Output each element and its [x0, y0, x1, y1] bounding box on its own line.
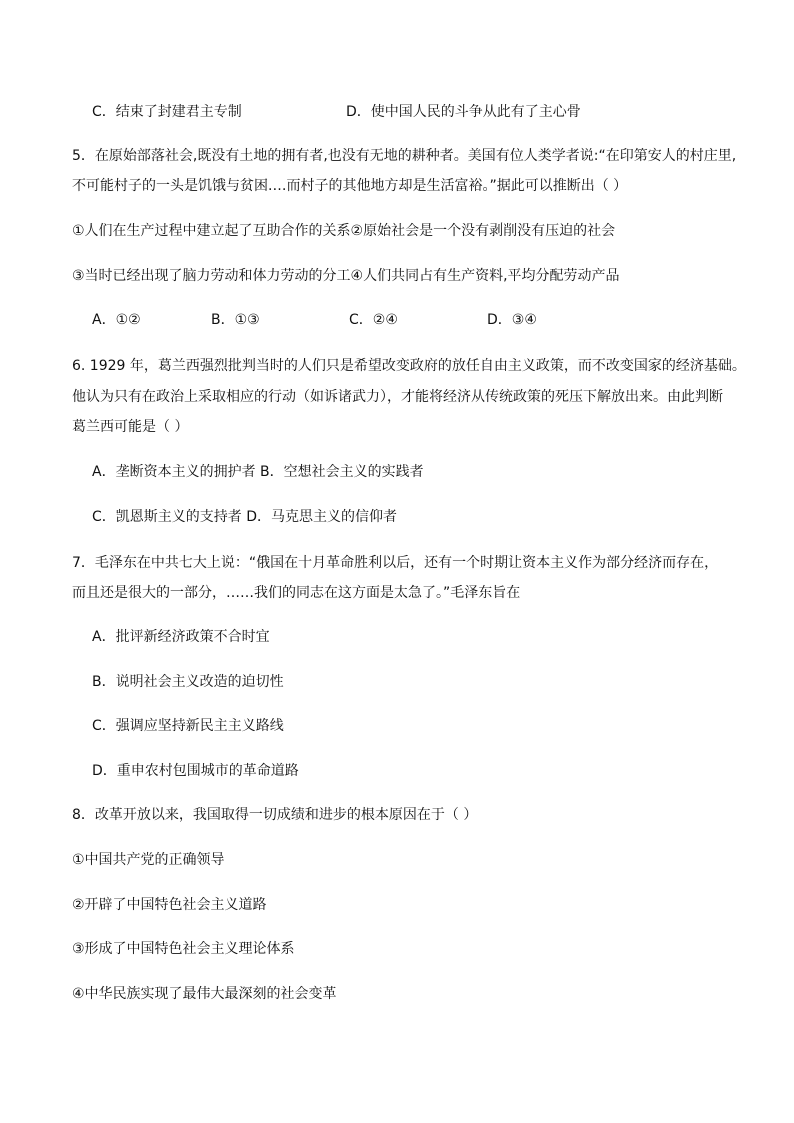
q7-option-b[interactable]: B．说明社会主义改造的迫切性 — [92, 674, 284, 690]
q8-statement-1: ①中国共产党的正确领导 — [72, 852, 225, 868]
q6-options-cd[interactable]: C．凯恩斯主义的支持者 D．马克思主义的信仰者 — [92, 509, 398, 525]
q6-stem-line-3: 葛兰西可能是（ ） — [72, 419, 189, 435]
q7-option-a[interactable]: A．批评新经济政策不合时宜 — [92, 629, 270, 645]
q4-option-d[interactable]: D．使中国人民的斗争从此有了主心骨 — [346, 104, 581, 120]
q5-statement-line-1: ①人们在生产过程中建立起了互助合作的关系②原始社会是一个没有剥削没有压迫的社会 — [72, 223, 616, 239]
q6-stem-line-1: 6. 1929 年，葛兰西强烈批判当时的人们只是希望改变政府的放任自由主义政策，而不改变国家的经济基础。 — [72, 358, 746, 374]
q5-option-a[interactable]: A．①② — [92, 312, 141, 328]
q5-option-b[interactable]: B．①③ — [211, 312, 260, 328]
q6-stem-line-2: 他认为只有在政治上采取相应的行动（如诉诸武力），才能将经济从传统政策的死压下解放出来。由此判断 — [72, 389, 723, 405]
q7-stem-line-2: 而且还是很大的一部分，……我们的同志在这方面是太急了。”毛泽东旨在 — [72, 585, 521, 601]
q8-stem: 8．改革开放以来，我国取得一切成绩和进步的根本原因在于（ ） — [72, 807, 478, 823]
q5-stem-line-2: 不可能村子的一头是饥饿与贫困.…而村子的其他地方却是生活富裕。”据此可以推断出（ ） — [72, 178, 628, 194]
q6-options-ab[interactable]: A．垄断资本主义的拥护者 B．空想社会主义的实践者 — [92, 464, 424, 480]
q5-option-c[interactable]: C．②④ — [349, 312, 398, 328]
q7-option-c[interactable]: C．强调应坚持新民主主义路线 — [92, 718, 284, 734]
q5-statement-line-2: ③当时已经出现了脑力劳动和体力劳动的分工④人们共同占有生产资料,平均分配劳动产品 — [72, 268, 620, 284]
q8-statement-3: ③形成了中国特色社会主义理论体系 — [72, 941, 295, 957]
q5-option-d[interactable]: D．③④ — [487, 312, 537, 328]
q8-statement-4: ④中华民族实现了最伟大最深刻的社会变革 — [72, 986, 337, 1002]
q5-stem-line-1: 5．在原始部落社会,既没有土地的拥有者,也没有无地的耕种者。美国有位人类学者说:“在印第安人的村庄里, — [72, 148, 737, 164]
q7-stem-line-1: 7．毛泽东在中共七大上说：“俄国在十月革命胜利以后，还有一个时期让资本主义作为部分经济而存在， — [72, 555, 719, 571]
q4-option-c[interactable]: C．结束了封建君主专制 — [92, 104, 242, 120]
q8-statement-2: ②开辟了中国特色社会主义道路 — [72, 897, 267, 913]
q7-option-d[interactable]: D．重申农村包围城市的革命道路 — [92, 763, 299, 779]
